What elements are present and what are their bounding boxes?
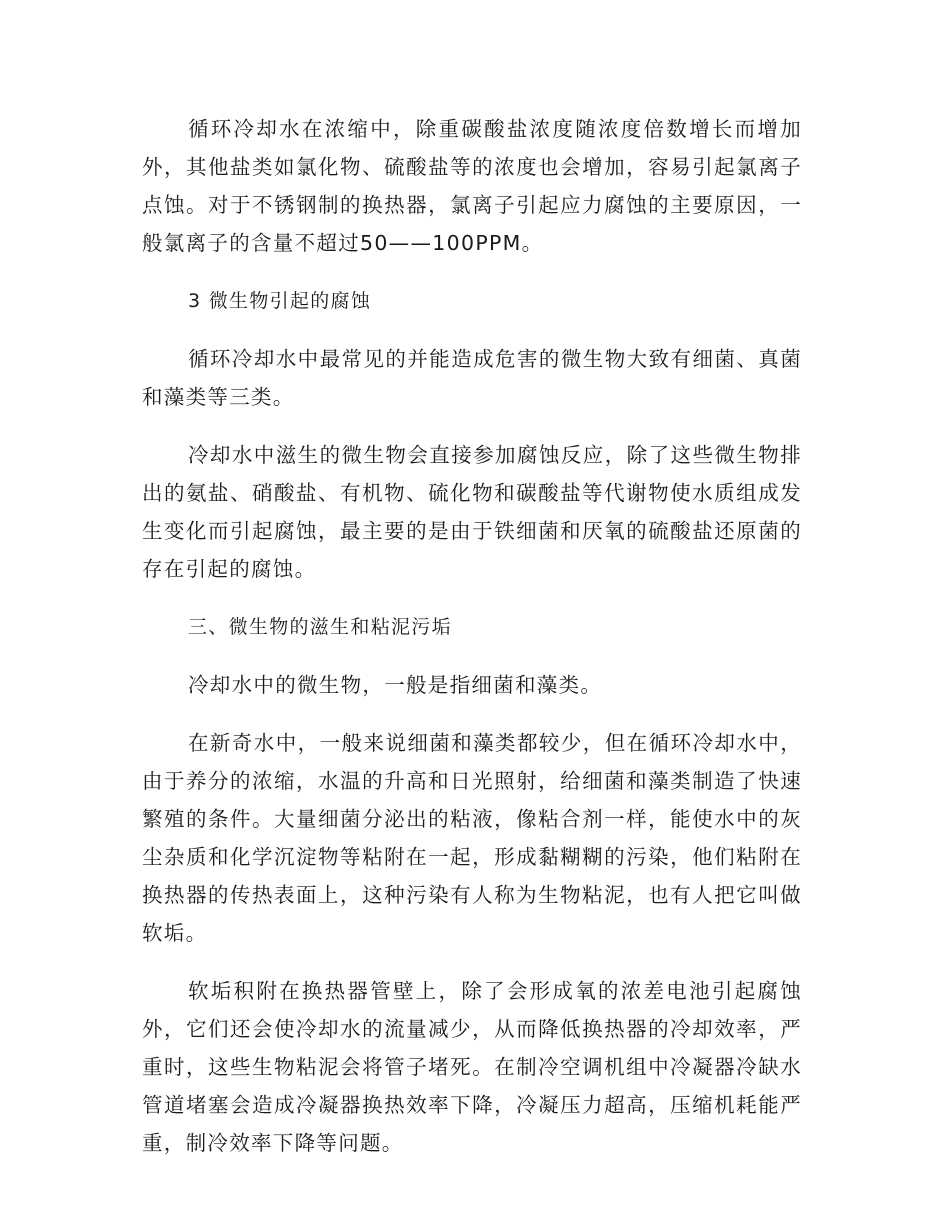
- paragraph-microbe-corrosion-reaction: 冷却水中滋生的微生物会直接参加腐蚀反应，除了这些微生物排出的氨盐、硝酸盐、有机物、硫化物和碳酸盐等代谢物使水质组成发生变化而引起腐蚀，最主要的是由于铁细菌和厌氧的硫酸盐还原菌的存在引起的腐蚀。: [142, 443, 802, 581]
- paragraph-microbe-definition: 冷却水中的微生物，一般是指细菌和藻类。: [188, 673, 603, 697]
- section-heading-slime-fouling: 三、微生物的滋生和粘泥污垢: [188, 616, 452, 638]
- paragraph-soft-scale-effects: 软垢积附在换热器管壁上，除了会形成氧的浓差电池引起腐蚀外，它们还会使冷却水的流量减少，从而降低换热器的冷却效率，严重时，这些生物粘泥会将管子堵死。在制冷空调机组中冷凝器冷缺水管道堵塞会造成冷凝器换热效率下降，冷凝压力超高，压缩机耗能严重，制冷效率下降等问题。: [142, 979, 802, 1155]
- paragraph-microbe-types: 循环冷却水中最常见的并能造成危害的微生物大致有细菌、真菌和藻类等三类。: [142, 347, 802, 409]
- paragraph-microbe-growth: 在新奇水中，一般来说细菌和藻类都较少，但在循环冷却水中，由于养分的浓缩，水温的升高和日光照射，给细菌和藻类制造了快速繁殖的条件。大量细菌分泌出的粘液，像粘合剂一样，能使水中的灰尘杂质和化学沉淀物等粘附在一起，形成黏糊糊的污染，他们粘附在换热器的传热表面上，这种污染有人称为生物粘泥，也有人把它叫做软垢。: [142, 731, 802, 945]
- paragraph-chloride-corrosion: 循环冷却水在浓缩中，除重碳酸盐浓度随浓度倍数增长而增加外，其他盐类如氯化物、硫酸盐等的浓度也会增加，容易引起氯离子点蚀。对于不锈钢制的换热器，氯离子引起应力腐蚀的主要原因，一般氯离子的含量不超过50——100PPM。: [142, 117, 802, 255]
- section-heading-microbial-corrosion: 3 微生物引起的腐蚀: [188, 290, 372, 312]
- document-body: [142, 110, 802, 1182]
